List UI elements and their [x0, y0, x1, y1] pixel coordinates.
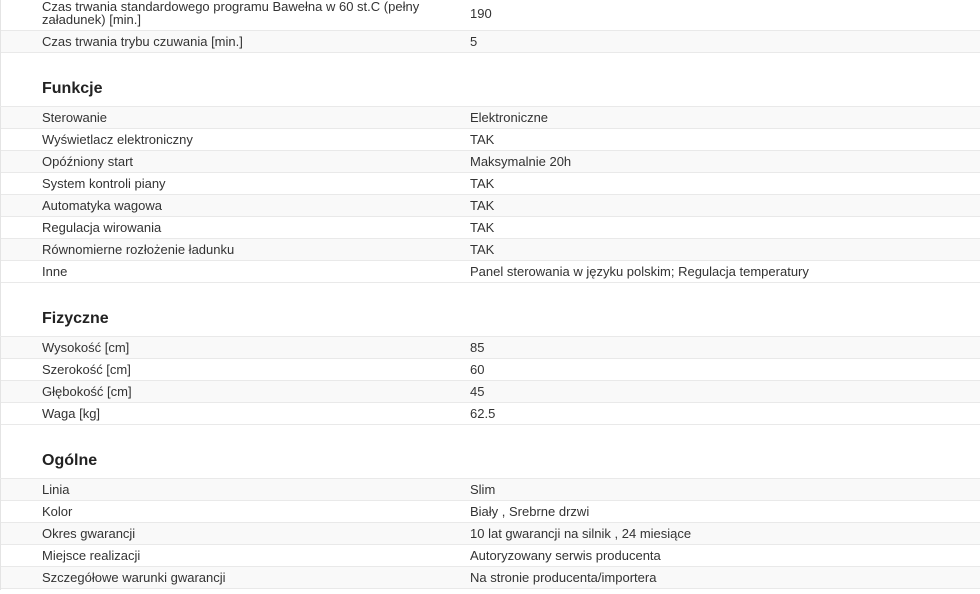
section-title: Funkcje [42, 80, 103, 97]
spec-value: TAK [470, 132, 495, 147]
spec-value: Panel sterowania w języku polskim; Regulacja temperatury [470, 264, 809, 279]
spec-label: Wysokość [cm] [42, 340, 130, 355]
table-row [0, 567, 980, 589]
spec-value: 85 [470, 340, 485, 355]
spec-label: Inne [42, 264, 68, 279]
spec-value: Elektroniczne [470, 110, 549, 125]
spec-label: Okres gwarancji [42, 526, 136, 541]
table-row [0, 501, 980, 523]
table-row [0, 359, 980, 381]
table-row [0, 523, 980, 545]
spec-label: Wyświetlacz elektroniczny [42, 132, 193, 147]
spec-value: Biały , Srebrne drzwi [470, 504, 590, 519]
spec-label: Waga [kg] [42, 406, 101, 421]
spec-label: Automatyka wagowa [42, 198, 162, 213]
section-header-ogolne [0, 425, 980, 479]
spec-value: Autoryzowany serwis producenta [470, 548, 661, 563]
table-row [0, 403, 980, 425]
table-row [0, 31, 980, 53]
table-row [0, 0, 980, 31]
spec-label: Czas trwania trybu czuwania [min.] [42, 34, 243, 49]
spec-label: Kolor [42, 504, 73, 519]
table-row [0, 173, 980, 195]
spec-label: Sterowanie [42, 110, 108, 125]
table-row [0, 261, 980, 283]
spec-value: 45 [470, 384, 485, 399]
section-header-funkcje [0, 53, 980, 107]
table-row [0, 239, 980, 261]
table-row [0, 107, 980, 129]
spec-label: Szczegółowe warunki gwarancji [42, 570, 226, 585]
spec-label: Opóźniony start [42, 154, 134, 169]
spec-value: Na stronie producenta/importera [470, 570, 657, 585]
spec-label: Głębokość [cm] [42, 384, 132, 399]
section-title: Fizyczne [42, 310, 109, 327]
spec-value: TAK [470, 198, 495, 213]
spec-label: System kontroli piany [42, 176, 166, 191]
table-row [0, 151, 980, 173]
section-title: Ogólne [42, 452, 98, 469]
spec-value: Slim [470, 482, 496, 497]
spec-value: 10 lat gwarancji na silnik , 24 miesiące [470, 526, 692, 541]
spec-label: Szerokość [cm] [42, 362, 131, 377]
table-row [0, 195, 980, 217]
table-row [0, 217, 980, 239]
table-row [0, 381, 980, 403]
spec-label: Miejsce realizacji [42, 548, 141, 563]
spec-value: TAK [470, 176, 495, 191]
spec-value: TAK [470, 242, 495, 257]
spec-value: 190 [470, 5, 492, 21]
spec-label: Czas trwania standardowego programu Bawełna w 60 st.C (pełny załadunek) [min.] [42, 0, 420, 27]
spec-value: 60 [470, 362, 485, 377]
spec-label: Linia [42, 482, 70, 497]
table-row [0, 545, 980, 567]
spec-label: Regulacja wirowania [42, 220, 162, 235]
spec-value: Maksymalnie 20h [470, 154, 572, 169]
section-header-fizyczne [0, 283, 980, 337]
table-row [0, 479, 980, 501]
spec-value: 62.5 [470, 406, 496, 421]
table-row [0, 129, 980, 151]
spec-value: TAK [470, 220, 495, 235]
spec-label: Równomierne rozłożenie ładunku [42, 242, 235, 257]
table-row [0, 337, 980, 359]
spec-value: 5 [470, 34, 478, 49]
